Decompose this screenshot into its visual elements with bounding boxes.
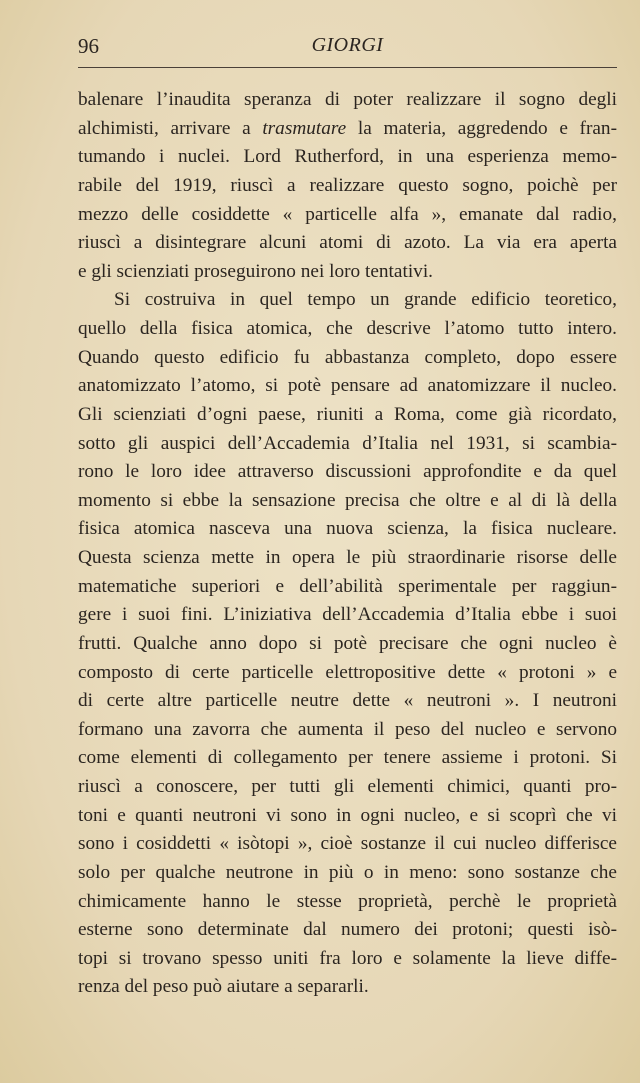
text-line: Si costruiva in quel tempo un grande edificio teoretico, <box>114 289 617 311</box>
text-line: topi si trovano spesso uniti fra loro e solamente la lieve diffe- <box>78 947 617 969</box>
text-line: composto di certe particelle elettropositive dette « protoni » e <box>78 661 617 683</box>
text-line: chimicamente hanno le stesse proprietà, perchè le proprietà <box>78 890 617 912</box>
text-line: riuscì a conoscere, per tutti gli elementi chimici, quanti pro- <box>78 776 617 797</box>
text-line: di certe altre particelle neutre dette « neutroni ». I neutroni <box>78 690 617 712</box>
text-line: rono le loro idee attraverso discussioni approfondite e da quel <box>78 461 617 483</box>
text-line: Gli scienziati d’ogni paese, riuniti a Roma, come già ricordato, <box>78 403 617 425</box>
text-line: riuscì a disintegrare alcuni atomi di azoto. La via era aperta <box>78 232 617 254</box>
text-line: Quando questo edificio fu abbastanza completo, dopo essere <box>78 346 617 368</box>
text-line: esterne sono determinate dal numero dei protoni; questi isò- <box>78 919 617 941</box>
text-line: balenare l’inaudita speranza di poter realizzare il sogno degli <box>78 89 617 110</box>
text-line: momento si ebbe la sensazione precisa che oltre e al di là della <box>78 489 617 511</box>
text-line: matematiche superiori e dell’abilità sperimentale per raggiun- <box>78 575 617 597</box>
text-line: mezzo delle cosiddette « particelle alfa », emanate dal radio, <box>78 203 617 225</box>
text-line: anatomizzato l’atomo, si potè pensare ad anatomizzare il nucleo. <box>78 375 617 397</box>
text-line: come elementi di collegamento per tenere assieme i protoni. Si <box>78 747 617 769</box>
text-line: tumando i nuclei. Lord Rutherford, in una esperienza memo- <box>78 146 617 168</box>
header-rule <box>78 67 617 68</box>
text-line: renza del peso può aiutare a separarli. <box>78 976 369 998</box>
text-line: e gli scienziati proseguirono nei loro tentativi. <box>78 260 433 282</box>
text-line: gere i suoi fini. L’iniziativa dell’Accademia d’Italia ebbe i suoi <box>78 604 617 626</box>
page-header <box>78 34 617 68</box>
text-line: quello della fisica atomica, che descrive l’atomo tutto intero. <box>78 318 617 339</box>
text-line: sotto gli auspici dell’Accademia d’Italia nel 1931, si scambia- <box>78 432 617 454</box>
running-title: GIORGI <box>311 34 384 56</box>
page-number: 96 <box>78 34 99 58</box>
text-line: toni e quanti neutroni vi sono in ogni nucleo, e si scoprì che vi <box>78 804 617 826</box>
text-line: frutti. Qualche anno dopo si potè precisare che ogni nucleo è <box>78 632 617 654</box>
text-line: fisica atomica nasceva una nuova scienza, la fisica nucleare. <box>78 518 617 540</box>
body-text <box>78 86 617 1002</box>
text-line: Questa scienza mette in opera le più straordinarie risorse delle <box>78 547 617 568</box>
text-line: rabile del 1919, riuscì a realizzare questo sogno, poichè per <box>78 174 617 196</box>
text-line: formano una zavorra che aumenta il peso del nucleo e servono <box>78 718 617 740</box>
text-line: sono i cosiddetti « isòtopi », cioè sostanze il cui nucleo differisce <box>78 833 617 855</box>
text-line: alchimisti, arrivare a trasmutare la materia, aggredendo e fran- <box>78 117 617 139</box>
text-line: solo per qualche neutrone in più o in meno: sono sostanze che <box>78 861 617 883</box>
